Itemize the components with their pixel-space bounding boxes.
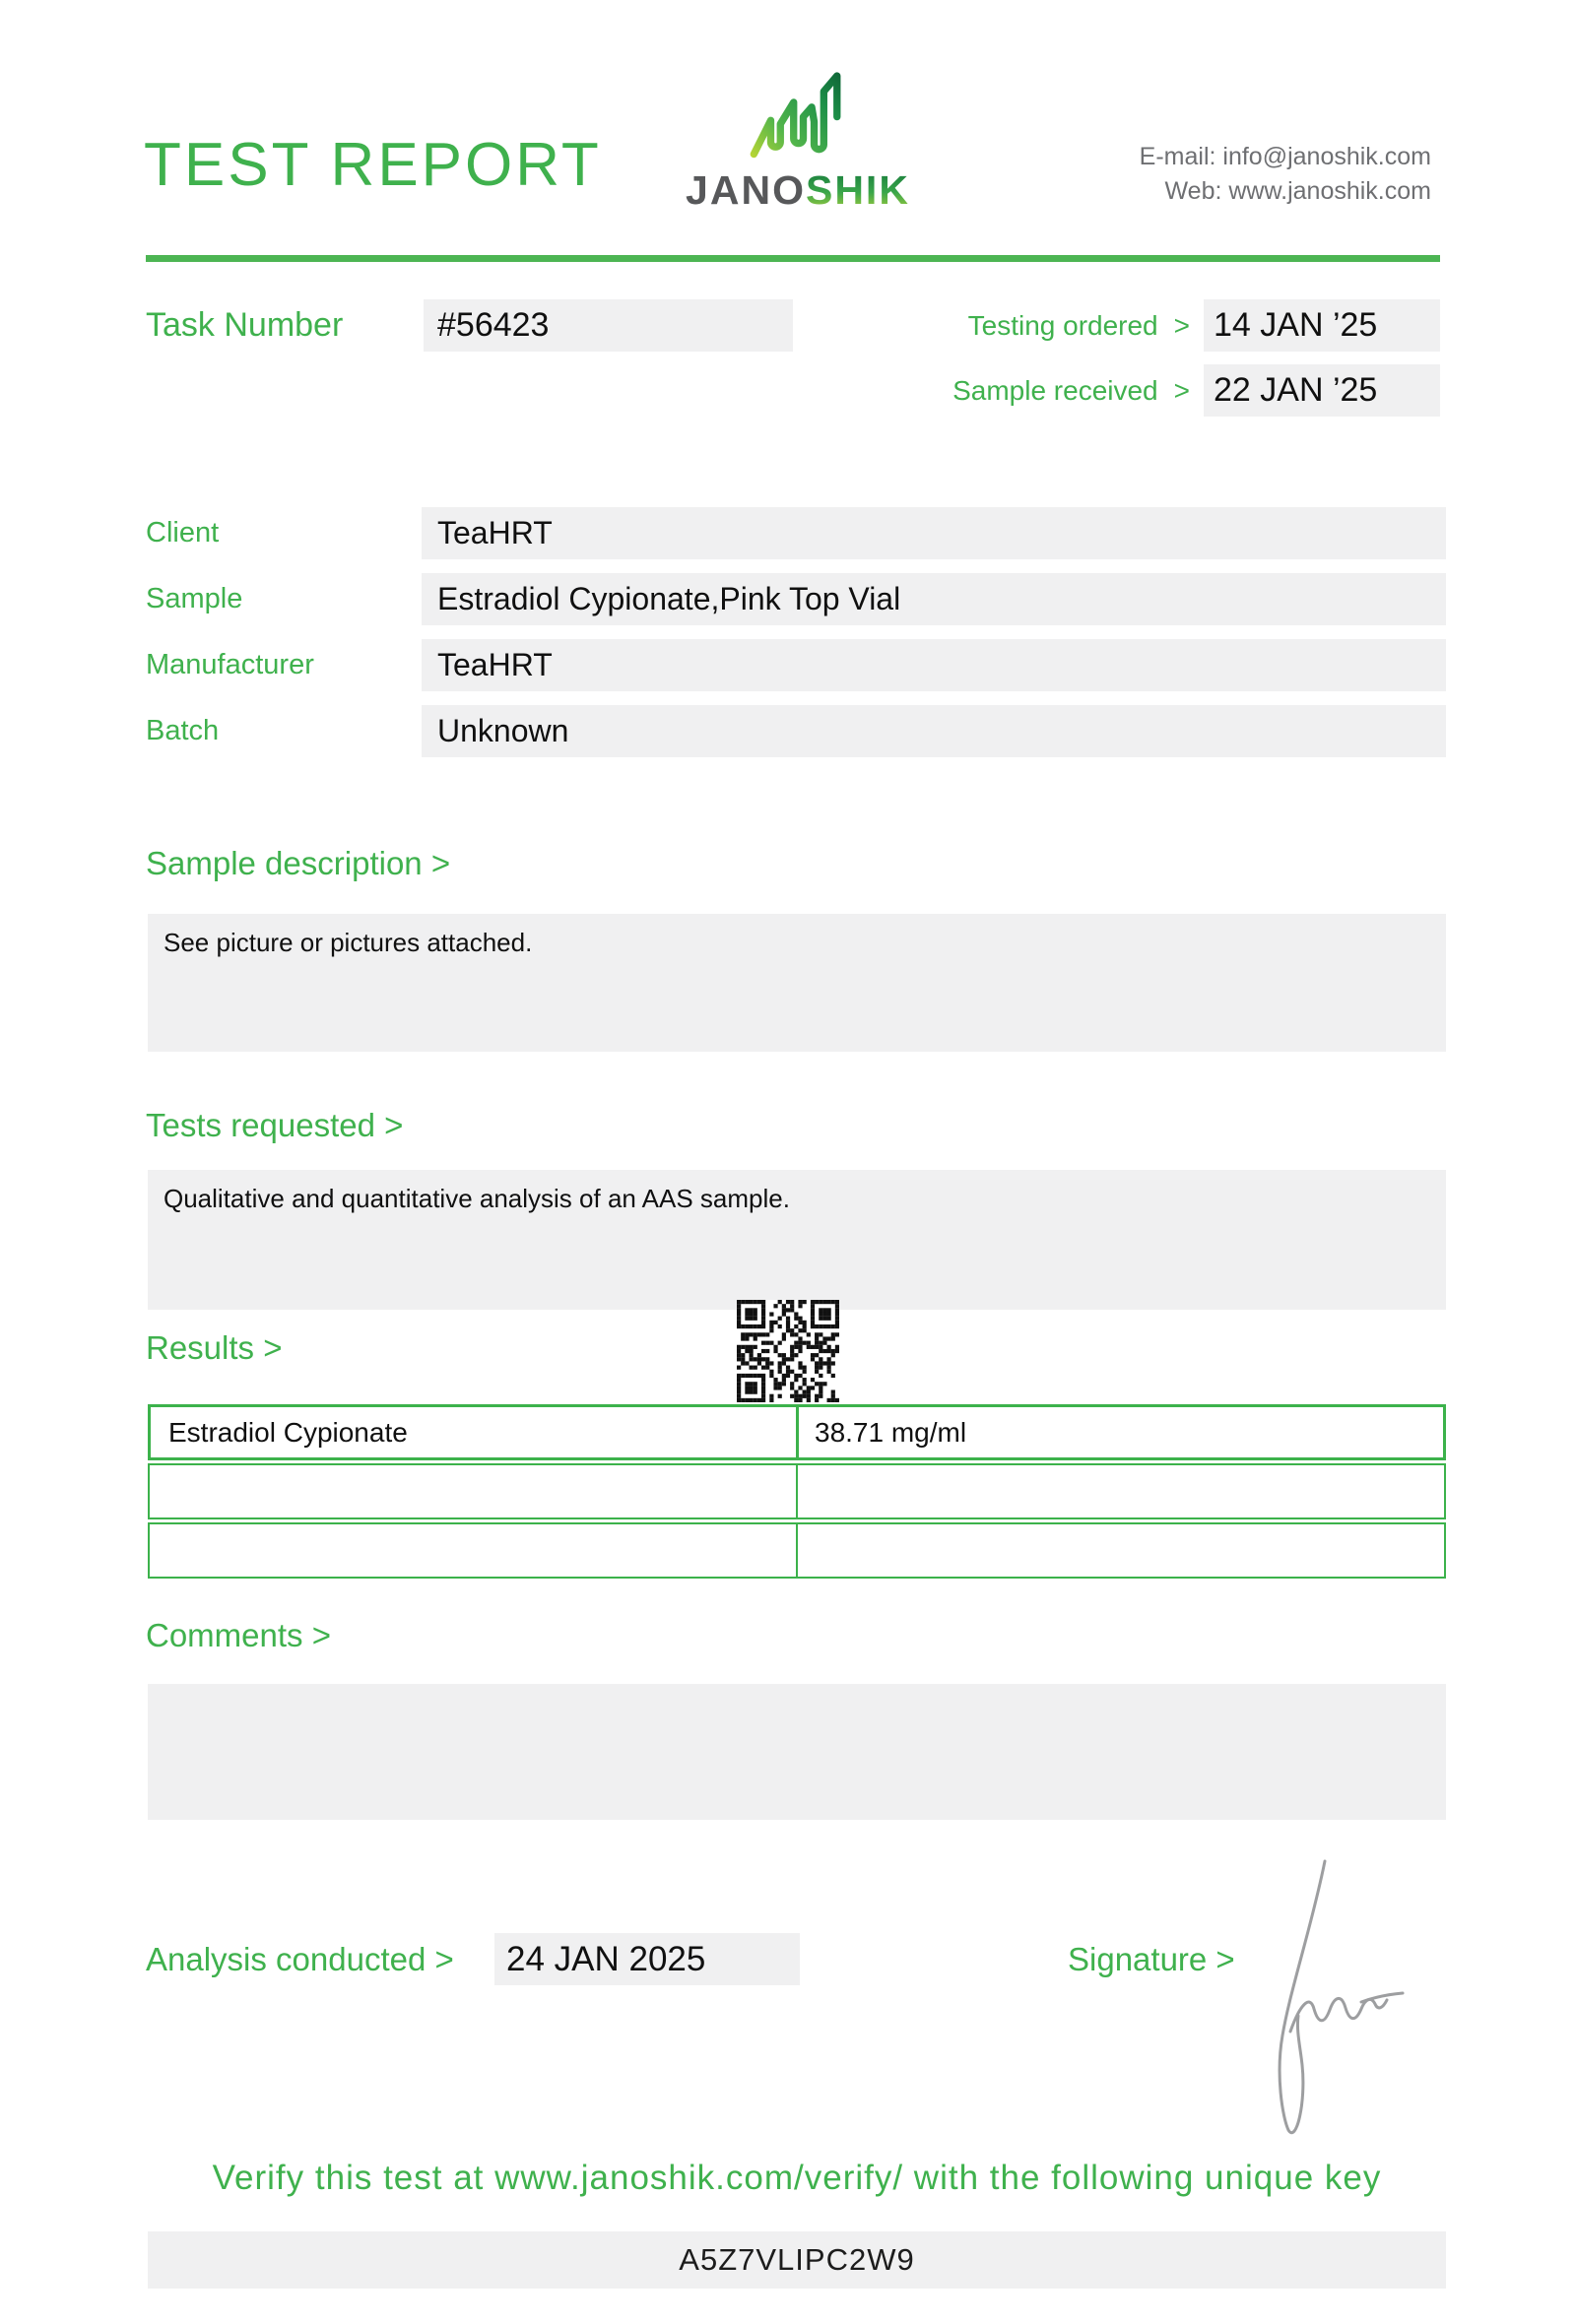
manufacturer-value: TeaHRT [437,647,553,682]
comments-text [148,1684,1446,1708]
analysis-conducted-label: Analysis conducted > [146,1941,454,1977]
table-row [148,1404,1446,1460]
tests-requested-text: Qualitative and quantitative analysis of an AAS sample. [164,1184,790,1213]
analysis-date-value: 24 JAN 2025 [506,1940,706,1978]
chevron-right-icon: > [1173,309,1190,341]
result-substance: Estradiol Cypionate [151,1407,799,1457]
verify-instruction: Verify this test at www.janoshik.com/verify/ with the following unique key [212,2159,1382,2197]
testing-ordered-value: 14 JAN ’25 [1204,299,1440,352]
chevron-right-icon: > [1173,374,1190,406]
sample-received-label: Sample received [952,374,1158,406]
email-line: E-mail: info@janoshik.com [1139,143,1431,170]
comments-heading: Comments > [146,1617,331,1653]
comments-box [148,1684,1446,1820]
tests-requested-box [148,1170,1446,1310]
batch-value: Unknown [437,713,569,748]
results-heading: Results > [146,1329,283,1366]
verify-key-box [148,2231,1446,2289]
signature-label: Signature > [1068,1941,1235,1977]
logo-wordmark [680,167,916,214]
result-substance [150,1524,798,1577]
client-label: Client [146,517,220,549]
analysis-date-box [494,1933,800,1985]
result-amount [798,1465,1444,1517]
web-line: Web: www.janoshik.com [1164,177,1431,205]
result-substance [150,1465,798,1517]
result-amount: 38.71 mg/ml [815,1416,967,1448]
sample-received-value: 22 JAN ’25 [1204,364,1440,417]
results-table [148,1404,1446,1582]
batch-label: Batch [146,715,220,746]
sample-description-heading: Sample description > [146,845,451,881]
sample-value-box [422,573,1446,625]
table-row [148,1463,1446,1519]
sample-received-row [857,364,1440,417]
manufacturer-value-box [422,639,1446,691]
testing-ordered-row [857,299,1440,352]
task-number-box [424,299,793,352]
result-amount [798,1524,1444,1577]
sample-value: Estradiol Cypionate,Pink Top Vial [437,581,901,616]
sample-label: Sample [146,583,243,614]
page-title: TEST REPORT [144,131,602,199]
header-divider-rule [146,255,1440,262]
task-number-value: #56423 [437,306,550,344]
table-row [148,1522,1446,1579]
sample-description-box [148,914,1446,1052]
growth-chart-icon [680,71,916,161]
signature-image [1231,1807,1478,2142]
client-value-box [422,507,1446,559]
testing-ordered-label: Testing ordered [967,309,1158,341]
manufacturer-label: Manufacturer [146,649,314,680]
verify-key-value: A5Z7VLIPC2W9 [679,2242,915,2277]
batch-value-box [422,705,1446,757]
qr-code [737,1300,839,1402]
contact-block [1140,140,1431,209]
tests-requested-heading: Tests requested > [146,1107,404,1143]
logo-wordmark-green: SHIK [805,167,910,213]
logo-wordmark-gray: JANO [686,167,806,213]
task-number-label: Task Number [146,306,344,344]
janoshik-logo [680,71,916,214]
sample-description-text: See picture or pictures attached. [164,928,533,957]
client-value: TeaHRT [437,515,553,550]
